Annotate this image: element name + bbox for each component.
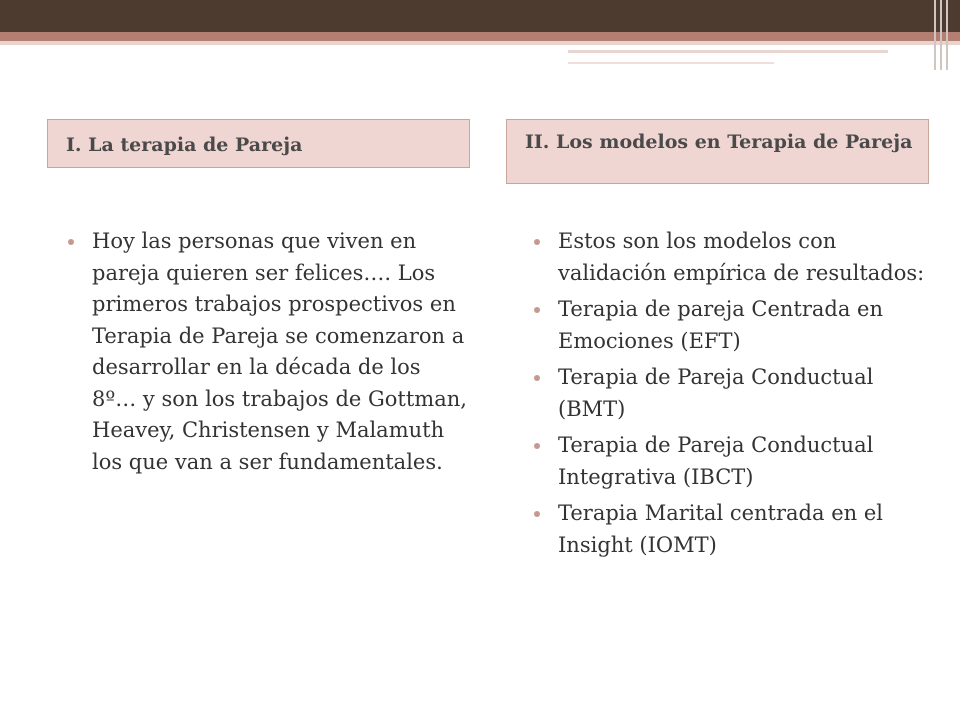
list-item: Hoy las personas que viven en pareja quieren ser felices…. Los primeros trabajos prospectivos en Terapia de Pareja se comenzaron a desarrollar en la década de los 8º… y son los trabajos de Gottman, Heavey, Christensen y Malamuth los que van a ser fundamentales. — [68, 226, 468, 478]
decorative-vertical-line — [940, 0, 942, 70]
right-bullet-list — [534, 226, 934, 566]
decorative-line — [568, 50, 888, 53]
list-item: Terapia de Pareja Conductual Integrativa (IBCT) — [534, 430, 934, 493]
top-decorative-bar — [0, 0, 960, 32]
accent-stripe — [0, 32, 960, 41]
left-bullet-list — [68, 226, 468, 483]
list-item: Estos son los modelos con validación empírica de resultados: — [534, 226, 934, 289]
decorative-line-short — [568, 62, 774, 64]
decorative-vertical-line — [934, 0, 936, 70]
right-column-heading: II. Los modelos en Terapia de Pareja — [506, 119, 929, 184]
list-item: Terapia de Pareja Conductual (BMT) — [534, 362, 934, 425]
decorative-vertical-line — [946, 0, 948, 70]
list-item: Terapia de pareja Centrada en Emociones (EFT) — [534, 294, 934, 357]
left-column-heading: I. La terapia de Pareja — [47, 119, 470, 168]
list-item: Terapia Marital centrada en el Insight (IOMT) — [534, 498, 934, 561]
accent-stripe-light — [0, 41, 960, 45]
